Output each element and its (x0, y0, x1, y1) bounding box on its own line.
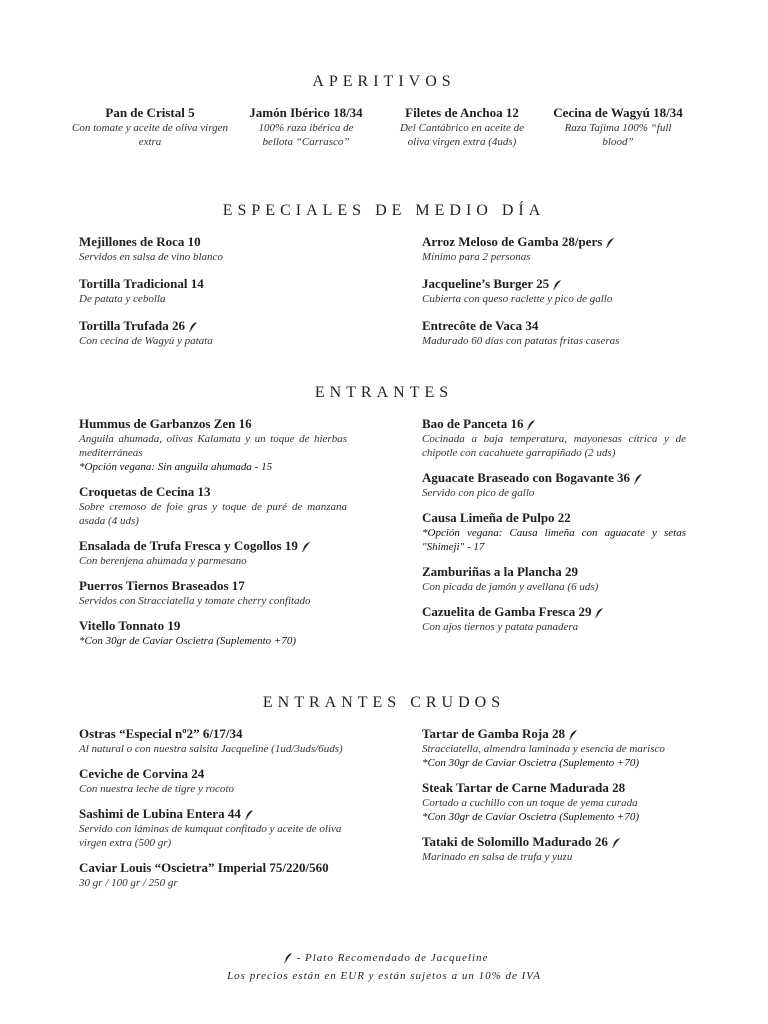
item-name: Entrecôte de Vaca 34 (422, 318, 539, 333)
item-name: Cecina de Wagyú 18/34 (553, 105, 683, 120)
recommended-legend (0, 950, 768, 966)
item-name: Steak Tartar de Carne Madurada 28 (422, 780, 626, 795)
menu-item (422, 318, 692, 348)
item-note: *Opción vegana: Sin anguila ahumada - 15 (79, 461, 273, 473)
item-desc: Cocinada a baja temperatura, mayonesas cítrica y de chipotle con cacahuete garrapiñado (2 uds) (422, 433, 686, 459)
quill-leaf-icon (245, 810, 254, 819)
item-desc: Servidos con Stracciatella y tomate cherry confitado (79, 595, 311, 607)
item-desc: Sobre cremoso de foie gras y toque de puré de manzana asada (4 uds) (79, 501, 347, 527)
menu-item (79, 276, 354, 306)
quill-leaf-icon (553, 280, 562, 289)
menu-item (422, 834, 692, 864)
quill-leaf-icon (189, 322, 198, 331)
item-name: Jacqueline’s Burger 25 (422, 276, 550, 291)
menu-item (228, 105, 384, 149)
menu-item (422, 604, 686, 634)
section-title-aperitivos: APERITIVOS (312, 73, 456, 90)
menu-item (422, 470, 686, 500)
aperitivos-row (72, 105, 696, 149)
item-name: Sashimi de Lubina Entera 44 (79, 806, 241, 821)
item-desc: Servidos en salsa de vino blanco (79, 251, 223, 263)
section-title-entrantes: ENTRANTES (314, 384, 454, 401)
item-note: *Con 30gr de Caviar Oscietra (Suplemento +70) (422, 811, 640, 823)
menu-item (79, 484, 347, 528)
item-desc: Cortado a cuchillo con un toque de yema curada (422, 797, 638, 809)
item-name: Tortilla Trufada 26 (79, 318, 185, 333)
item-name: Jamón Ibérico 18/34 (249, 105, 363, 120)
item-desc: Mínimo para 2 personas (422, 251, 531, 263)
item-name: Filetes de Anchoa 12 (405, 105, 519, 120)
item-desc: Anguila ahumada, olivas Kalamata y un toque de hierbas mediterráneas (79, 433, 347, 459)
item-desc: Con cecina de Wagyú y patata (79, 335, 213, 347)
item-name: Hummus de Garbanzos Zen 16 (79, 416, 252, 431)
crudos-left-column (79, 726, 349, 898)
quill-leaf-icon (284, 953, 293, 962)
item-name: Cazuelita de Gamba Fresca 29 (422, 604, 592, 619)
item-note: *Con 30gr de Caviar Oscietra (Suplemento +70) (422, 757, 640, 769)
crudos-right-column (422, 726, 692, 872)
menu-item (79, 234, 354, 264)
item-desc: 30 gr / 100 gr / 250 gr (79, 877, 178, 889)
item-name: Arroz Meloso de Gamba 28/pers (422, 234, 603, 249)
item-desc: Madurado 60 días con patatas fritas caseras (422, 335, 620, 347)
item-name: Tortilla Tradicional 14 (79, 276, 204, 291)
quill-leaf-icon (606, 238, 615, 247)
quill-leaf-icon (612, 838, 621, 847)
especiales-right-column (422, 234, 692, 356)
price-note: Los precios están en EUR y están sujetos a un 10% de IVA (227, 970, 541, 982)
item-desc: Raza Tajima 100% “full blood” (564, 122, 672, 148)
item-desc: Cubierta con queso raclette y pico de gallo (422, 293, 613, 305)
item-desc: Con nuestra leche de tigre y rocoto (79, 783, 234, 795)
menu-item (422, 276, 692, 306)
item-name: Zamburiñas a la Plancha 29 (422, 564, 579, 579)
menu-item (79, 578, 347, 608)
quill-leaf-icon (527, 420, 536, 429)
item-note: *Con 30gr de Caviar Oscietra (Suplemento +70) (79, 635, 297, 647)
menu-item (422, 416, 686, 460)
item-name: Puerros Tiernos Braseados 17 (79, 578, 245, 593)
item-name: Pan de Cristal 5 (105, 105, 195, 120)
item-name: Causa Limeña de Pulpo 22 (422, 510, 571, 525)
quill-leaf-icon (302, 542, 311, 551)
menu-item (422, 510, 686, 554)
item-name: Croquetas de Cecina 13 (79, 484, 211, 499)
item-name: Bao de Panceta 16 (422, 416, 524, 431)
item-name: Tartar de Gamba Roja 28 (422, 726, 565, 741)
menu-item (79, 860, 349, 890)
item-desc: Con berenjena ahumada y parmesano (79, 555, 247, 567)
menu-item (72, 105, 228, 149)
entrantes-left-column (79, 416, 347, 656)
item-desc: Con ajos tiernos y patata panadera (422, 621, 579, 633)
item-desc: Servido con láminas de kumquat confitado y aceite de oliva virgen extra (500 gr) (79, 823, 342, 849)
menu-item (422, 564, 686, 594)
entrantes-right-column (422, 416, 686, 642)
legend-text: - Plato Recomendado de Jacqueline (296, 952, 489, 964)
item-name: Vitello Tonnato 19 (79, 618, 181, 633)
item-desc: Servido con pico de gallo (422, 487, 535, 499)
item-name: Mejillones de Roca 10 (79, 234, 201, 249)
item-name: Caviar Louis “Oscietra” Imperial 75/220/560 (79, 860, 329, 875)
item-desc: Marinado en salsa de trufa y yuzu (422, 851, 573, 863)
item-name: Ceviche de Corvina 24 (79, 766, 205, 781)
item-desc: Stracciatella, almendra laminada y esencia de marisco (422, 743, 665, 755)
menu-item (79, 726, 349, 756)
item-name: Ostras “Especial nº2” 6/17/34 (79, 726, 243, 741)
menu-item (79, 806, 349, 850)
menu-item (79, 416, 347, 474)
item-name: Ensalada de Trufa Fresca y Cogollos 19 (79, 538, 298, 553)
quill-leaf-icon (595, 608, 604, 617)
item-desc: Del Cantábrico en aceite de oliva virgen extra (4uds) (399, 122, 525, 148)
menu-item (540, 105, 696, 149)
quill-leaf-icon (634, 474, 643, 483)
menu-item (422, 234, 692, 264)
section-title-especiales: ESPECIALES DE MEDIO DÍA (222, 202, 546, 219)
item-name: Tataki de Solomillo Madurado 26 (422, 834, 608, 849)
menu-item (79, 618, 347, 648)
item-desc: Con tomate y aceite de oliva virgen extra (72, 122, 228, 148)
menu-item (422, 780, 692, 824)
item-name: Aguacate Braseado con Bogavante 36 (422, 470, 630, 485)
item-desc: Con picada de jamón y avellana (6 uds) (422, 581, 599, 593)
item-note: *Opción vegana: Causa limeña con aguacate y setas "Shimeji" - 17 (422, 527, 686, 553)
menu-item (422, 726, 692, 770)
quill-leaf-icon (569, 730, 578, 739)
especiales-left-column (79, 234, 354, 356)
menu-item (79, 538, 347, 568)
menu-item (79, 766, 349, 796)
section-title-crudos: ENTRANTES CRUDOS (262, 694, 506, 711)
item-desc: Al natural o con nuestra salsita Jacqueline (1ud/3uds/6uds) (79, 743, 343, 755)
item-desc: De patata y cebolla (79, 293, 166, 305)
menu-item (79, 318, 354, 348)
menu-item (384, 105, 540, 149)
item-desc: 100% raza ibérica de bellota “Carrasco” (258, 122, 354, 148)
